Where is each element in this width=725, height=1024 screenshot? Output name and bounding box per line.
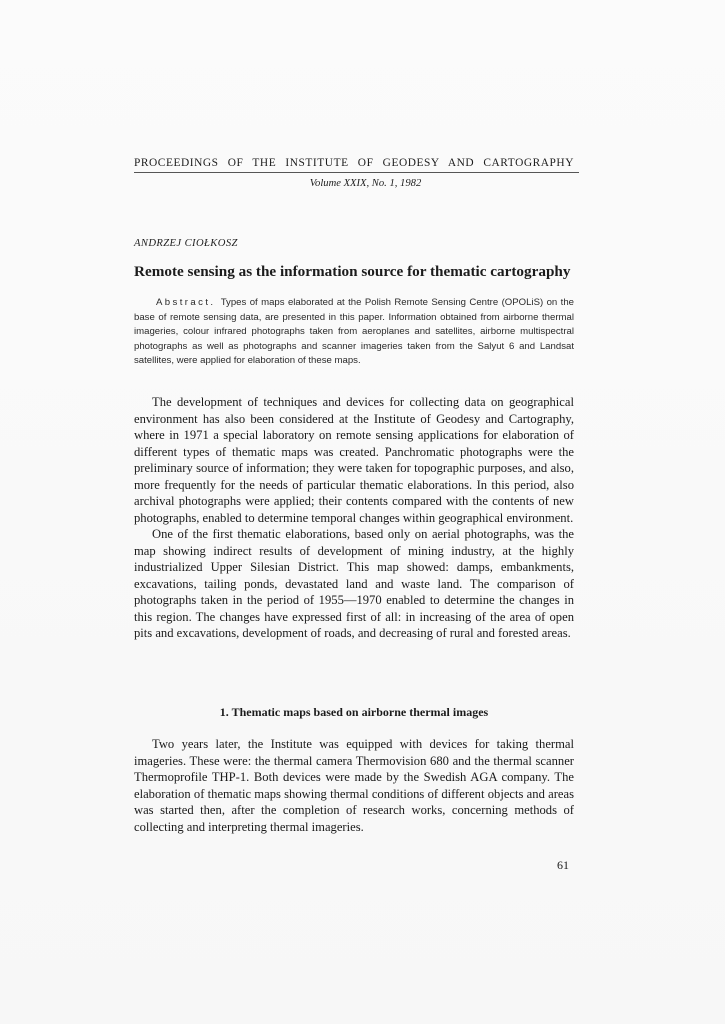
abstract-label: Abstract. bbox=[156, 297, 216, 308]
section-heading: 1. Thematic maps based on airborne thermal images bbox=[219, 705, 489, 719]
journal-title: PROCEEDINGS OF THE INSTITUTE OF GEODESY AND CARTOGRAPHY bbox=[134, 157, 574, 169]
body-paragraph: One of the first thematic elaborations, based only on aerial photographs, was the map showing indirect results of development of mining industry, at the highly industrialized Upper Silesian District. This map showed: damps, embankments, excavations, tailing ponds, devastated land and waste land. The comparison of photographs taken in the period of 1955—1970 enabled to determine the changes in this region. The changes have expressed first of all: in increasing of the area of open pits and excavations, development of roads, and decreasing of rural and forested areas. bbox=[134, 527, 574, 640]
volume-info: Volume XXIX, No. 1, 1982 bbox=[309, 178, 422, 189]
body-paragraph: Two years later, the Institute was equipped with devices for taking thermal imageries. These were: the thermal camera Thermovision 680 and the thermal scanner Thermoprofile THP-1. Both devices were made by the Swedish AGA company. The elaboration of thematic maps showing thermal conditions of different objects and areas was started then, after the completion of research works, concerning methods of collecting and interpreting thermal imageries. bbox=[134, 737, 574, 834]
author-name: ANDRZEJ CIOŁKOSZ bbox=[134, 238, 238, 249]
body-paragraph: The development of techniques and devices for collecting data on geographical environment has also been considered at the Institute of Geodesy and Cartography, where in 1971 a special laboratory on remote sensing applications for elaboration of different types of thematic maps was created. Panchromatic photographs were the preliminary source of information; they were taken for topographic purposes, and also, more frequently for the needs of particular thematic elaborations. In this period, also archival photographs were applied; their contents compared with the contents of new photographs, enabled to determine temporal changes within geographical environment. bbox=[134, 395, 574, 525]
header-rule bbox=[134, 172, 579, 173]
section-body bbox=[134, 736, 574, 835]
intro-body bbox=[134, 394, 574, 642]
abstract bbox=[134, 296, 574, 369]
article-title: Remote sensing as the information source for thematic cartography bbox=[134, 263, 571, 280]
page-number: 61 bbox=[557, 858, 569, 872]
abstract-text: Types of maps elaborated at the Polish Remote Sensing Centre (OPOLiS) on the base of remote sensing data, are presented in this paper. Information obtained from airborne thermal imageries, colour infrared photographs taken from aeroplanes and satellites, airborne multispectral photographs as well as photographs and scanner imageries taken from the Salyut 6 and Landsat satellites, were applied for elaboration of these maps. bbox=[134, 297, 574, 367]
